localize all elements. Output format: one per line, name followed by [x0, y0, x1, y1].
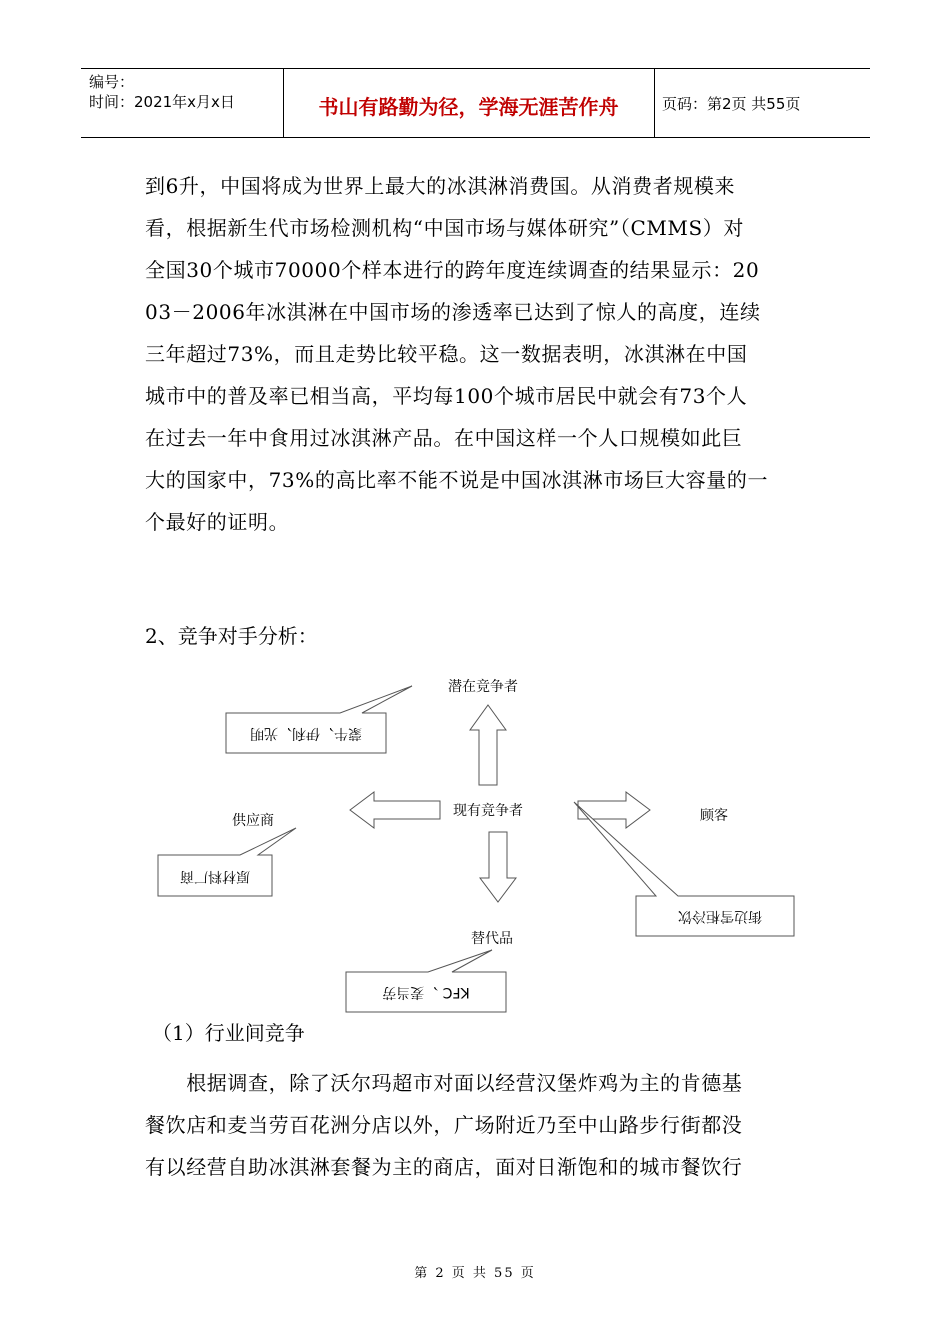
body-line: 有以经营自助冰淇淋套餐为主的商店，面对日渐饱和的城市餐饮行 — [145, 1155, 743, 1179]
subheading: （1）行业间竞争 — [152, 1021, 305, 1045]
page-header — [81, 68, 870, 138]
motto: 书山有路勤为径，学海无涯苦作舟 — [318, 95, 619, 119]
body-paragraph-1 — [145, 165, 815, 543]
label-current: 现有竞争者 — [453, 803, 523, 819]
header-motto-cell — [283, 69, 655, 137]
body-line: 餐饮店和麦当劳百花洲分店以外，广场附近乃至中山路步行街都没 — [145, 1113, 743, 1137]
body-line: 全国30个城市70000个样本进行的跨年度连续调查的结果显示：20 — [145, 258, 760, 282]
body-line: 在过去一年中食用过冰淇淋产品。在中国这样一个人口规模如此巨 — [145, 426, 743, 450]
label-customer: 顾客 — [700, 808, 728, 824]
body-line: 03－2006年冰淇淋在中国市场的渗透率已达到了惊人的高度，连续 — [145, 300, 761, 324]
competition-diagram — [150, 660, 810, 1020]
section-heading: 2、竞争对手分析： — [145, 624, 318, 648]
page-info: 页码：第2页 共55页 — [662, 95, 801, 113]
body-line: 看，根据新生代市场检测机构“中国市场与媒体研究”（CMMS）对 — [145, 216, 745, 240]
time-label: 时间：2021年x月x日 — [89, 93, 235, 111]
arrow-up — [470, 705, 506, 785]
arrow-down — [480, 832, 516, 902]
body-line: 城市中的普及率已相当高，平均每100个城市居民中就会有73个人 — [145, 384, 748, 408]
header-page-cell — [654, 69, 870, 137]
body-line: 个最好的证明。 — [145, 510, 290, 534]
label-substitute: 替代品 — [471, 931, 513, 947]
page-footer: 第 2 页 共 55 页 — [414, 1266, 536, 1281]
header-info-cell — [81, 69, 284, 137]
arrow-left — [350, 792, 440, 828]
body-line: 三年超过73%，而且走势比较平稳。这一数据表明，冰淇淋在中国 — [145, 342, 748, 366]
callout-customer-text: 街边雪柜冷饮 — [678, 908, 762, 924]
arrow-right — [578, 792, 650, 828]
callout-supplier-box — [158, 828, 296, 896]
callout-potential-text: 蒙牛、伊利、光明 — [250, 725, 362, 741]
label-potential: 潜在竞争者 — [448, 679, 518, 695]
body-line: 到6升，中国将成为世界上最大的冰淇淋消费国。从消费者规模来 — [145, 174, 736, 198]
callout-substitute-box — [346, 950, 506, 1012]
body-paragraph-2 — [145, 1062, 815, 1188]
callout-substitute-text: KFC 、麦当劳 — [382, 984, 470, 1000]
callout-supplier-text: 原材料厂商 — [180, 868, 250, 884]
label-supplier: 供应商 — [232, 813, 274, 829]
body-line: 根据调查，除了沃尔玛超市对面以经营汉堡炸鸡为主的肯德基 — [145, 1071, 743, 1095]
callout-potential-box — [226, 686, 412, 753]
number-label: 编号： — [89, 73, 135, 91]
diagram-arrows — [150, 660, 810, 1020]
body-line: 大的国家中，73%的高比率不能不说是中国冰淇淋市场巨大容量的一 — [145, 468, 769, 492]
